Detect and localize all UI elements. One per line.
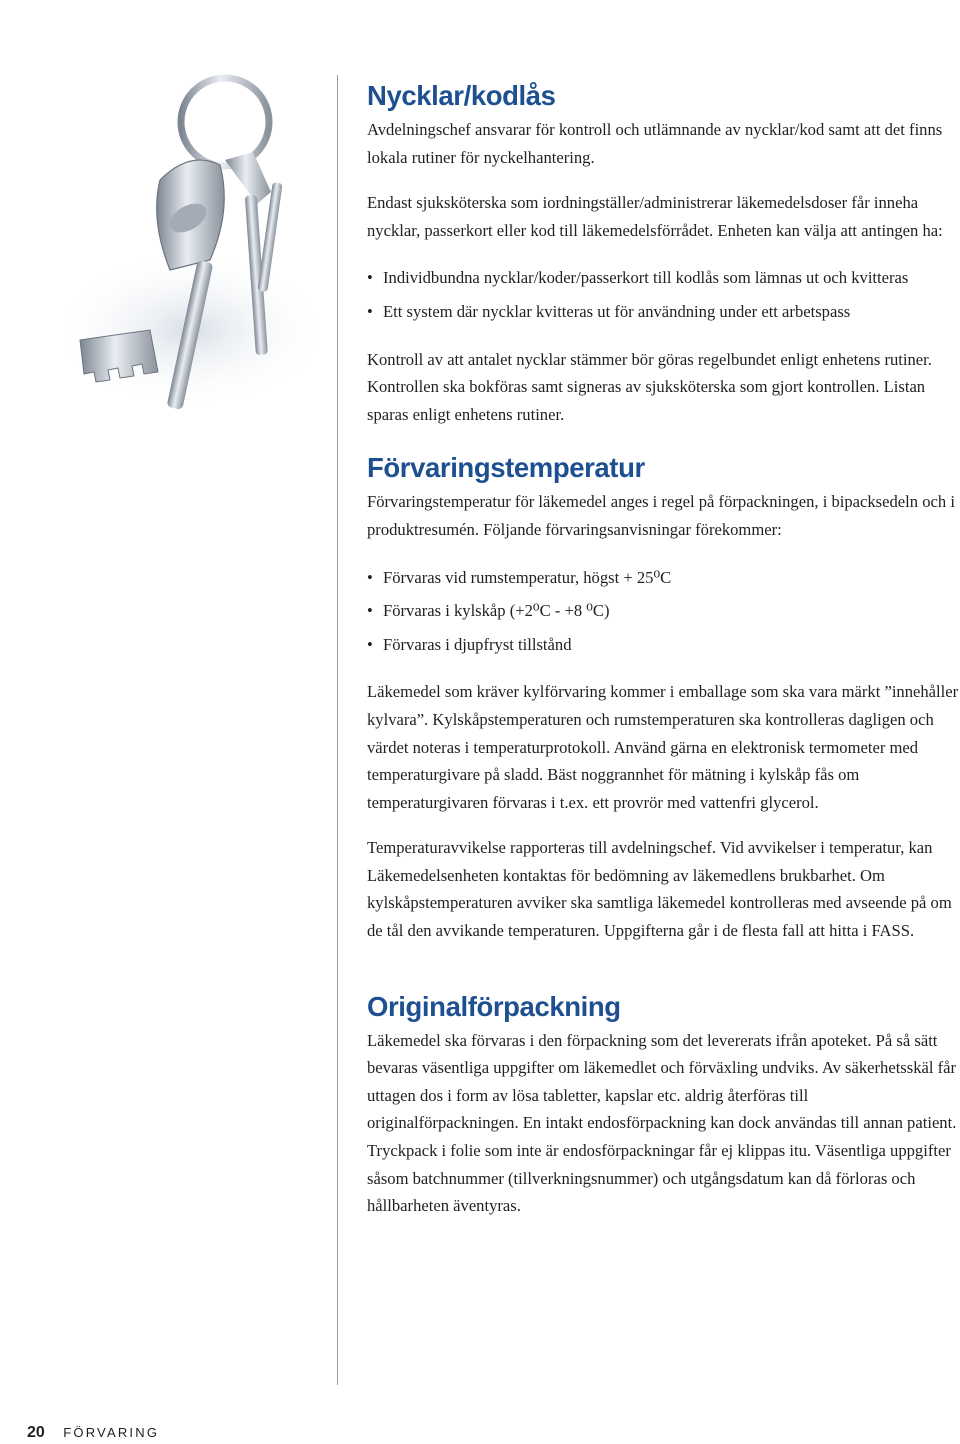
bullet-list [367,264,959,325]
heading-originalforpackning: Originalförpackning [367,990,621,1022]
main-content [367,78,959,1220]
paragraph: Läkemedel som kräver kylförvaring kommer i emballage som ska vara märkt ”innehåller kylvara”. Kylskåpstemperaturen och rumstemperaturen ska kontrolleras dagligen och värdet noteras i temperaturprotokoll. Använd gärna en elektronisk termometer med temperaturgivare på sladd. Bäst noggrannhet för mätning i kylskåp fås om temperaturgivaren förvaras i t.ex. ett provrör med vattenfri glycerol. [367,682,959,812]
paragraph: Förvaringstemperatur för läkemedel anges i regel på förpackningen, i bipacksedeln och i produktresumén. Följande förvaringsanvisningar förekommer: [367,492,955,539]
bullet-list [367,564,959,659]
paragraph: Läkemedel ska förvaras i den förpackning som det levererats ifrån apoteket. På så sätt bevaras väsentliga uppgifter om läkemedlet och förväxling undviks. Av säkerhetsskäl får uttagen dos i form av lösa tabletter, kapslar etc. aldrig återföras till originalförpackningen. En intakt endosförpackning kan dock användas till annan patient. Tryckpack i folie som inte är endosförpackningar får ej klippas itu. Väsentliga uppgifter såsom batchnummer (tillverkningsnummer) och utgångsdatum kan då förloras och hållbarheten äventyras. [367,1030,957,1216]
list-item: • Förvaras i kylskåp (+2⁰C - +8 ⁰C) [367,597,959,625]
list-item: • Ett system där nycklar kvitteras ut för användning under ett arbetspass [367,298,959,326]
page-number: 20 [27,1424,45,1441]
heading-forvaringstemperatur: Förvaringstemperatur [367,452,645,484]
section-label: FÖRVARING [63,1425,160,1440]
paragraph: Kontroll av att antalet nycklar stämmer bör göras regelbundet enligt enhetens rutiner. Kontrollen ska bokföras samt signeras av sjuksköterska som gjort kontrollen. Listan sparas enligt enhetens rutiner. [367,349,932,424]
list-item: • Förvaras vid rumstemperatur, högst + 25⁰C [367,564,959,592]
paragraph: Temperaturavvikelse rapporteras till avdelningschef. Vid avvikelser i temperatur, kan Läkemedelsenheten kontaktas för bedömning av läkemedlens brukbarhet. Om kylskåpstemperaturen avviker ska samtliga läkemedel kontrolleras med avseende på om de tål den avvikande temperaturen. Uppgifterna går i de flesta fall att hitta i FASS. [367,838,952,941]
heading-nycklar-kodlas: Nycklar/kodlås [367,80,556,111]
paragraph: Avdelningschef ansvarar för kontroll och utlämnande av nycklar/kod samt att det finns lokala rutiner för nyckelhantering. [367,120,943,167]
list-item: • Individbundna nycklar/koder/passerkort till kodlås som lämnas ut och kvitteras [367,264,959,292]
paragraph: Endast sjuksköterska som iordningställer/administrerar läkemedelsdoser får inneha nycklar, passerkort eller kod till läkemedelsförrådet. Enheten kan välja att antingen ha: [367,193,943,240]
keys-photo [40,70,340,440]
vertical-rule [337,75,338,1385]
list-item: • Förvaras i djupfryst tillstånd [367,631,959,659]
page-footer [27,1424,159,1442]
